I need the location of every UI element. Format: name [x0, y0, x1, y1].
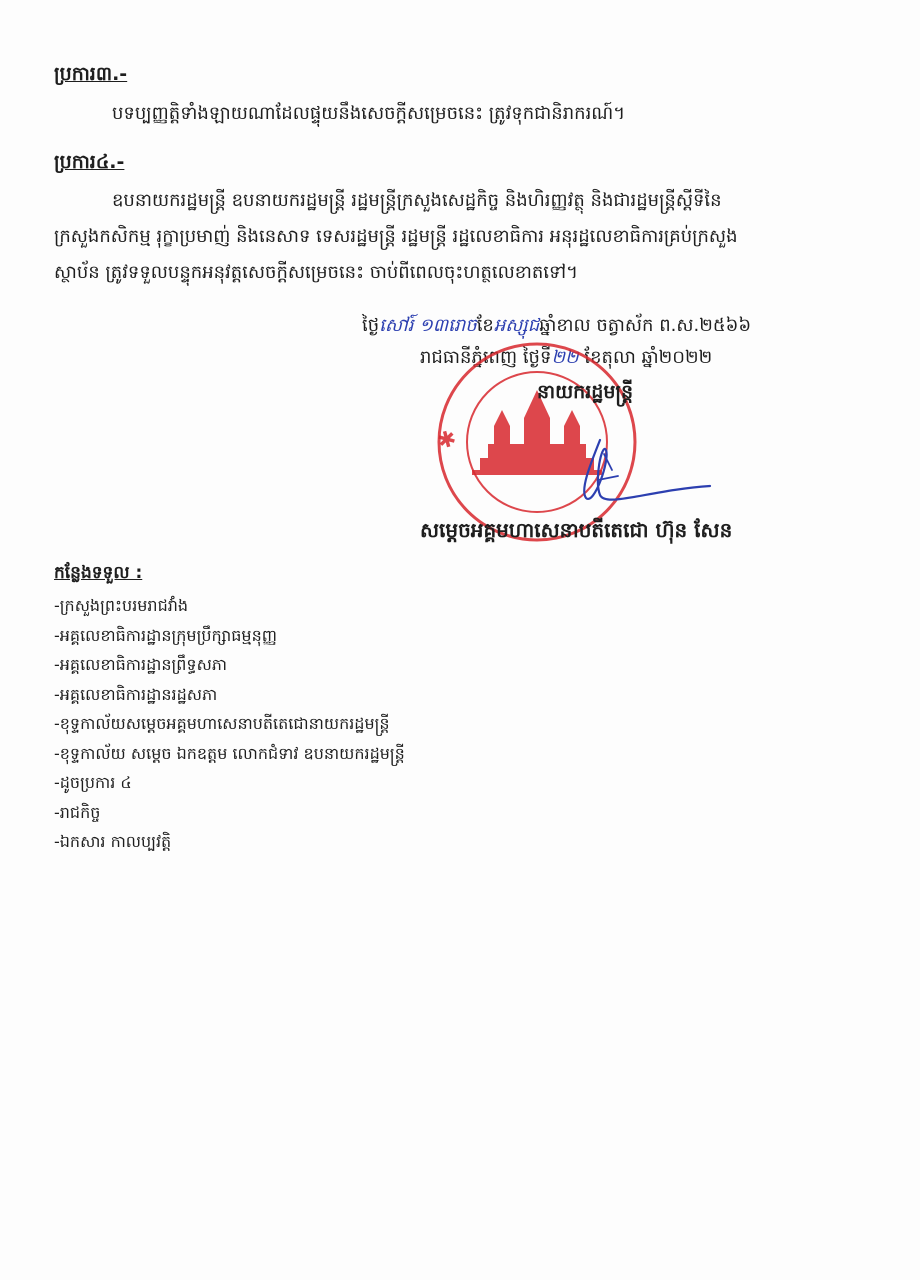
handwritten-day: សៅរ៍ ១៣រោច — [379, 315, 477, 336]
lunar-date-line: ថ្ងៃសៅរ៍ ១៣រោចខែអស្សុជឆ្នាំខាល ចត្វាស័ក ព.ស.២៥៦៦ — [362, 315, 752, 336]
list-item: -អគ្គលេខាធិការដ្ឋានរដ្ឋសភា — [54, 684, 218, 704]
list-item: -ឯកសារ កាលប្បវត្តិ — [54, 832, 172, 851]
list-item: -ក្រសួងព្រះបរមរាជវាំង — [54, 596, 189, 615]
list-item: -អគ្គលេខាធិការដ្ឋានក្រុមប្រឹក្សាធម្មនុញ្ញ — [54, 625, 277, 645]
list-item: -ដូចប្រការ ៤ — [54, 773, 132, 792]
list-item: -អគ្គលេខាធិការដ្ឋានព្រឹទ្ធសភា — [54, 655, 228, 674]
handwritten-month: អស្សុជ — [493, 315, 540, 336]
list-item: -ខុទ្ទកាល័យ សម្តេច ឯកឧត្តម លោកជំទាវ ឧបនាយករដ្ឋមន្ត្រី — [54, 743, 405, 763]
list-item: -រាជកិច្ច — [54, 802, 101, 822]
article-3-text: បទប្បញ្ញត្តិទាំងឡាយណាដែលផ្ទុយនឹងសេចក្តីសម្រេចនេះ ត្រូវទុកជានិរាករណ៍។ — [112, 103, 626, 124]
article-4-line-1: ឧបនាយករដ្ឋមន្ត្រី ឧបនាយករដ្ឋមន្ត្រី រដ្ឋមន្ត្រីក្រសួងសេដ្ឋកិច្ច និងហិរញ្ញវត្ថុ និងជារដ្ឋមន្ត្រីស្តីទីនៃ — [112, 190, 722, 211]
recipients-heading: កន្លែងទទួល : — [54, 563, 143, 583]
article-4-line-2: ក្រសួងកសិកម្ម រុក្ខាប្រមាញ់ និងនេសាទ ទេសរដ្ឋមន្ត្រី រដ្ឋមន្ត្រី រដ្ឋលេខាធិការ អនុរដ្ឋលេខាធិការគ្រប់ក្រសួង — [54, 226, 738, 247]
recipients-list — [54, 591, 405, 857]
article-4-line-3: ស្ថាប័ន ត្រូវទទួលបន្ទុកអនុវត្តសេចក្តីសម្រេចនេះ ចាប់ពីពេលចុះហត្ថលេខាតទៅ។ — [54, 262, 579, 283]
article-3-heading: ប្រការ៣.- — [54, 63, 128, 85]
handwritten-day-number: ២២ — [551, 347, 579, 368]
article-4-heading: ប្រការ៤.- — [54, 151, 125, 173]
signatory-name: សម្តេចអគ្គមហាសេនាបតីតេជោ ហ៊ុន សែន — [420, 518, 733, 542]
svg-text:✱: ✱ — [433, 427, 463, 452]
handwritten-signature — [560, 420, 730, 520]
list-item: -ខុទ្ទកាល័យសម្តេចអគ្គមហាសេនាបតីតេជោនាយករដ្ឋមន្ត្រី — [54, 714, 390, 733]
signatory-title: នាយករដ្ឋមន្ត្រី — [537, 381, 634, 403]
solar-date-line: រាជធានីភ្នំពេញ ថ្ងៃទី២២ ខែតុលា ឆ្នាំ២០២២ — [420, 347, 713, 368]
